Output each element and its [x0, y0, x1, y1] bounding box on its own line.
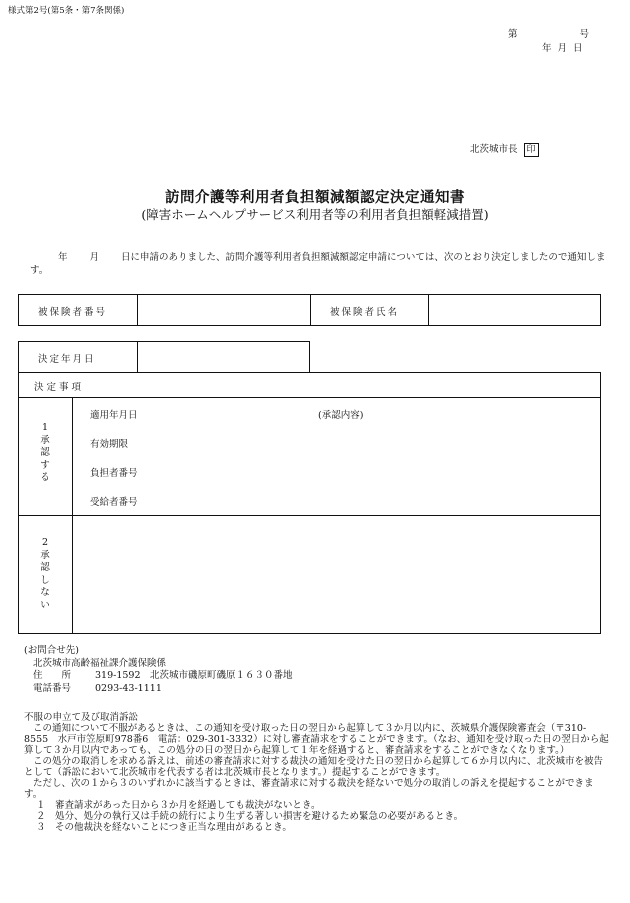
decision-date-field[interactable] [138, 342, 309, 372]
form-number: 様式第2号(第5条・第7条関係) [8, 6, 125, 16]
notice-paragraph-2: この処分の取消しを求める訴えは、前述の審査請求に対する裁決の通知を受けた日の翌日から起算して６か月以内に、北茨城市を被告として（訴訟において北茨城市を代表する者は北茨城市長となります。）提起することができます。 [24, 756, 604, 778]
insured-number-field[interactable] [138, 295, 309, 325]
notice-item-2: ２ 処分、処分の執行又は手続の続行により生ずる著しい損害を避けるため緊急の必要があるとき。 [36, 811, 464, 822]
notice-item-3: ３ その他裁決を経ないことにつき正当な理由があるとき。 [36, 822, 292, 833]
insured-name-field[interactable] [429, 295, 600, 325]
contact-phone-label: 電話番号 [33, 682, 72, 694]
approve-label: 1 承認する [40, 422, 50, 483]
insured-name-label: 被保険者氏名 [330, 307, 400, 318]
date-day: 日 [573, 43, 583, 54]
seal-mark: 印 [524, 143, 539, 157]
intro-paragraph [30, 251, 610, 277]
notice-item-1: １ 審査請求があった日から３か月を経過しても裁決がないとき。 [36, 800, 321, 811]
divider [18, 515, 601, 516]
approve-field-recipient-number: 受給者番号 [90, 497, 138, 508]
contact-phone: 0293-43-1111 [95, 682, 162, 694]
insured-number-label: 被保険者番号 [38, 307, 108, 318]
decision-date-label: 決定年月日 [38, 354, 96, 365]
divider [72, 397, 73, 634]
approve-content-label: (承認内容) [318, 410, 364, 421]
intro-text: 日に申請のありました、訪問介護等利用者負担額減額認定申請については、次のとおり決定しましたので通知します。 [30, 252, 606, 276]
number-prefix: 第 [508, 29, 518, 40]
intro-year: 年 [58, 252, 68, 263]
date-year: 年 [542, 43, 552, 54]
reject-label: 2 承認しない [40, 537, 50, 611]
number-suffix: 号 [579, 29, 590, 40]
appeal-notice [24, 712, 609, 833]
document-number-line [508, 26, 589, 40]
document-subtitle: (障害ホームヘルプサービス利用者等の利用者負担額軽減措置) [141, 207, 489, 222]
intro-month: 月 [89, 252, 100, 263]
issue-date-line [536, 40, 583, 54]
divider [18, 397, 601, 398]
approve-field-validity: 有効期限 [90, 439, 129, 450]
contact-heading: (お問合せ先) [24, 645, 79, 656]
contact-address-label: 住 所 [33, 670, 72, 681]
approve-field-payer-number: 負担者番号 [90, 468, 138, 479]
issuer-name: 北茨城市長 [470, 144, 518, 155]
notice-paragraph-3: ただし、次の１から３のいずれかに該当するときは、審査請求に対する裁決を経ないで処分の取消しの訴えを提起することができます。 [24, 778, 594, 800]
approve-field-effective-date: 適用年月日 [90, 410, 138, 421]
contact-department: 北茨城市高齢福祉課介護保険係 [33, 657, 167, 669]
decision-items-label: 決 定 事 項 [34, 382, 82, 393]
contact-address: 319-1592 北茨城市磯原町磯原１６３０番地 [95, 670, 293, 681]
notice-paragraph-1: この通知について不服があるときは、この通知を受け取った日の翌日から起算して３か月以内に、茨城県介護保険審査会（〒310-8555 水戸市笠原町978番6 電話：029-301-3332）に対し審査請求をすることができます。（なお、通知を受け取った日の翌日から起算して３か月以内であっても、この処分の日の翌日から起算して１年を経過すると、審査請求をすることができなくなります。） [24, 723, 609, 756]
date-month: 月 [557, 43, 568, 54]
notice-heading: 不服の申立て及び取消訴訟 [24, 712, 139, 723]
document-title: 訪問介護等利用者負担額減額認定決定通知書 [165, 189, 465, 206]
divider [310, 294, 311, 326]
contact-address-line [24, 670, 293, 683]
contact-phone-line [24, 683, 293, 696]
issuer [470, 141, 539, 157]
contact-block [24, 645, 293, 695]
